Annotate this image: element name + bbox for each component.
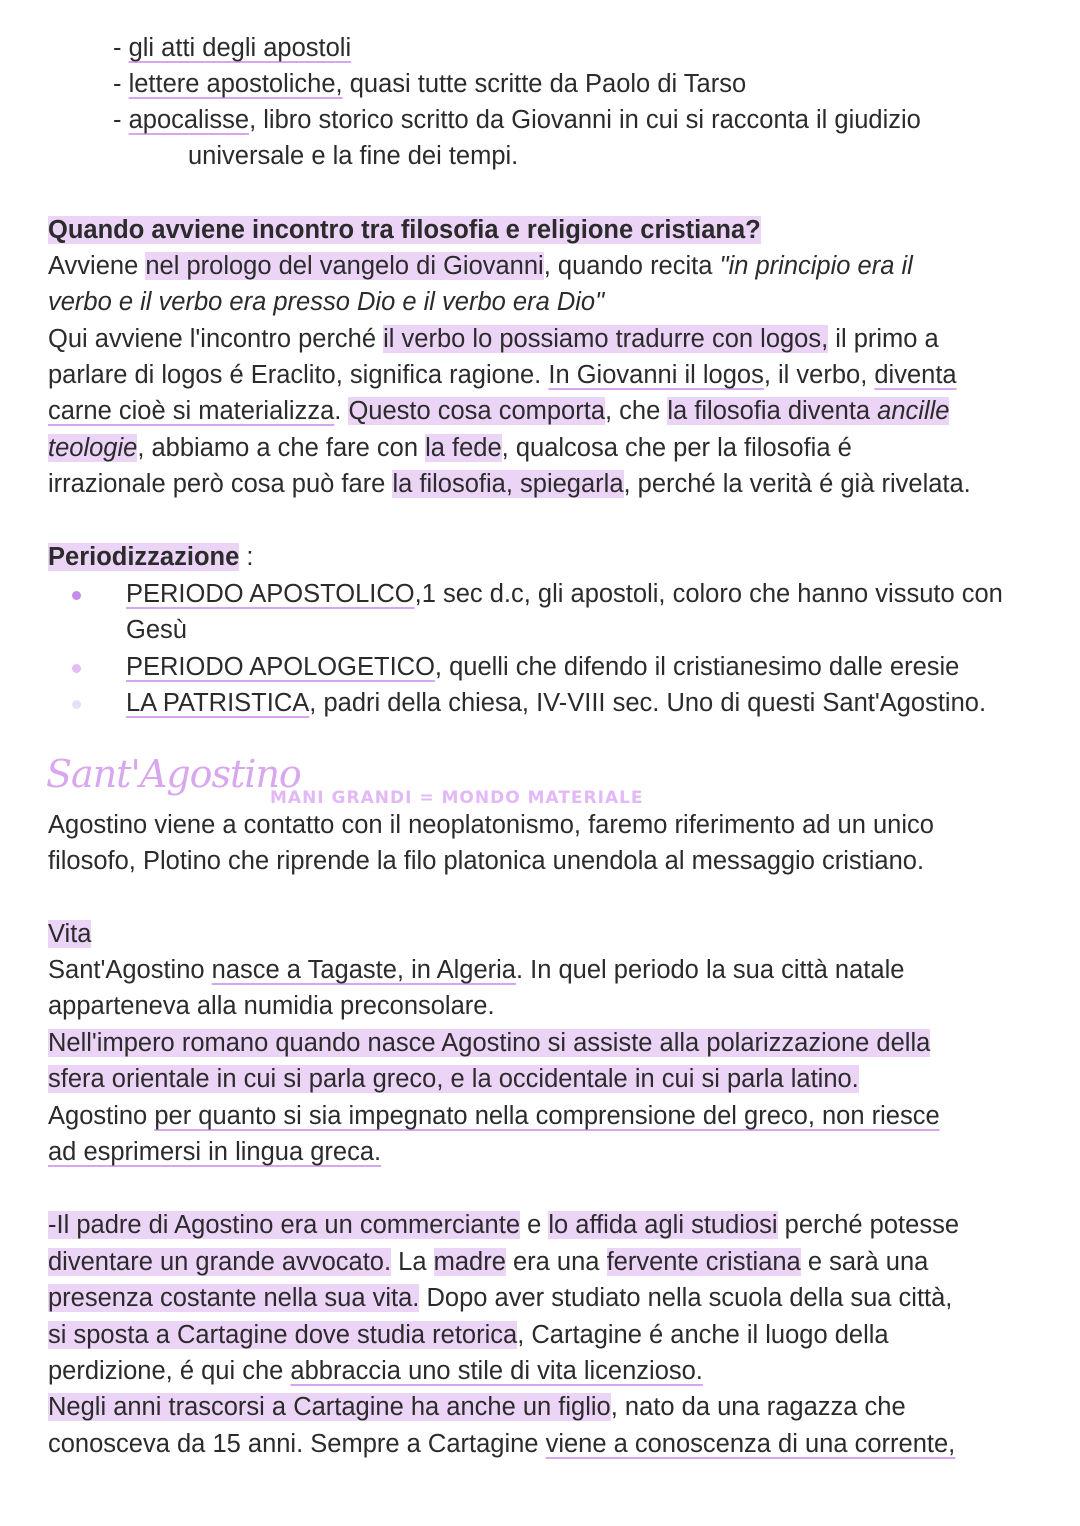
padre-line-1 [48,1207,959,1243]
text: Qui avviene l'incontro perché [48,325,384,353]
underline: ad esprimersi in lingua greca. [48,1138,382,1166]
highlight: Nell'impero romano quando nasce Agostino si assiste alla polarizzazione della [48,1029,931,1057]
list-dash: - [113,106,129,134]
text: , che [605,397,668,425]
text: Avviene [48,252,146,280]
vita-title: Vita [48,920,92,948]
list-term: lettere apostoliche, [128,70,343,98]
list-item-lettere [113,66,746,102]
list-term: apocalisse [128,106,250,134]
list-rest: universale e la fine dei tempi. [188,142,519,170]
padre-line-3 [48,1280,952,1316]
quote: "in principio era il [719,252,913,280]
highlight: fervente cristiana [606,1248,801,1276]
padre-line-2 [48,1244,928,1280]
underline: viene a conoscenza di una corrente, [545,1430,956,1458]
period-term: PERIODO APOSTOLICO [126,580,415,608]
text: , nato da una ragazza che [610,1393,906,1421]
highlight: Negli anni trascorsi a Cartagine ha anche un figlio [48,1393,611,1421]
padre-line-6 [48,1389,906,1425]
period-item-apostolico-cont [126,612,187,648]
incontro-line-1 [48,248,913,284]
text: il primo a [828,325,939,353]
highlight: diventare un grande avvocato. [48,1248,392,1276]
highlight-italic: ancille [877,397,950,425]
text: perdizione, é qui che [48,1357,291,1385]
list-rest: , libro storico scritto da Giovanni in cui si racconta il giudizio [249,106,921,134]
padre-line-5 [48,1353,703,1389]
list-dash: - [113,34,129,62]
period-term: LA PATRISTICA [126,689,310,717]
text: . In quel periodo la sua città natale [515,956,905,984]
period-desc: , quelli che difendo il cristianesimo dalle eresie [434,653,960,681]
periodizzazione-heading [48,539,253,575]
text: Sant'Agostino [48,956,212,984]
incontro-heading [48,212,761,248]
vita-line-3 [48,1025,930,1061]
text: e sarà una [800,1248,929,1276]
padre-line-7 [48,1426,955,1462]
highlight: sfera orientale in cui si parla greco, e la occidentale in cui si parla latino. [48,1065,859,1093]
vita-line-2 [48,988,495,1024]
highlight: la fede [425,434,502,462]
incontro-line-5 [48,393,949,429]
vita-line-1 [48,952,904,988]
highlight: -Il padre di Agostino era un commerciante [48,1211,520,1239]
list-dash: - [113,70,129,98]
incontro-line-3 [48,321,939,357]
text: perché potesse [777,1211,959,1239]
period-desc: , padri della chiesa, IV-VIII sec. Uno di questi Sant'Agostino. [309,689,987,717]
period-term: PERIODO APOLOGETICO [126,653,435,681]
period-desc: Gesù [126,616,187,644]
highlight: presenza costante nella sua vita. [48,1284,420,1312]
periodizzazione-title: Periodizzazione [48,543,240,571]
text: e [520,1211,549,1239]
incontro-line-6 [48,430,852,466]
list-term: gli atti degli apostoli [128,34,352,62]
text: , abbiamo a che fare con [137,434,426,462]
bullet-icon [72,700,81,709]
text: , qualcosa che per la filosofia é [501,434,852,462]
underline: per quanto si sia impegnato nella comprensione del greco, non riesce [154,1102,940,1130]
text: , perché la verità é già rivelata. [623,470,971,498]
highlight: Questo cosa comporta [348,397,605,425]
text: era una [505,1248,607,1276]
highlight: la filosofia diventa [667,397,878,425]
underline: diventa [874,361,957,389]
text: irrazionale però cosa può fare [48,470,393,498]
vita-line-5 [48,1098,940,1134]
underline: In Giovanni il logos [548,361,764,389]
vita-line-4 [48,1061,859,1097]
underline: abbraccia uno stile di vita licenzioso. [290,1357,703,1385]
text: . [334,397,349,425]
colon: : [239,543,254,571]
text: , quando recita [543,252,720,280]
text: Agostino [48,1102,155,1130]
text: La [391,1248,434,1276]
incontro-line-4 [48,357,957,393]
agostino-line-2 [48,843,924,879]
vita-line-6 [48,1134,381,1170]
bullet-icon [72,591,81,600]
incontro-line-2 [48,284,604,320]
text: parlare di logos é Eraclito, significa ragione. [48,361,549,389]
highlight: la filosofia, spiegarla [392,470,624,498]
quote: verbo e il verbo era presso Dio e il verbo era Dio" [48,288,605,316]
highlight: lo affida agli studiosi [548,1211,778,1239]
period-item-patristica [126,685,986,721]
bullet-icon [72,664,81,673]
text: , Cartagine é anche il luogo della [517,1321,889,1349]
vita-heading [48,916,91,952]
underline: carne cioè si materializza [48,397,335,425]
text: Agostino viene a contatto con il neoplatonismo, faremo riferimento ad un unico [48,811,934,839]
text: apparteneva alla numidia preconsolare. [48,992,495,1020]
highlight: nel prologo del vangelo di Giovanni [145,252,544,280]
text: conosceva da 15 anni. Sempre a Cartagine [48,1430,546,1458]
text: filosofo, Plotino che riprende la filo platonica unendola al messaggio cristiano. [48,847,925,875]
incontro-line-7 [48,466,971,502]
text: Dopo aver studiato nella scuola della sua città, [419,1284,953,1312]
period-desc: ,1 sec d.c, gli apostoli, coloro che hanno vissuto con [414,580,1003,608]
agostino-line-1 [48,807,934,843]
padre-line-4 [48,1317,889,1353]
underline: nasce a Tagaste, in Algeria [211,956,516,984]
highlight: si sposta a Cartagine dove studia retorica [48,1321,518,1349]
highlight: madre [433,1248,506,1276]
highlight: il verbo lo possiamo tradurre con logos, [383,325,829,353]
period-item-apostolico [126,576,1003,612]
list-item-apocalisse [113,102,921,138]
text: , il verbo, [763,361,875,389]
highlight-italic: teologie [48,434,138,462]
incontro-heading-text: Quando avviene incontro tra filosofia e religione cristiana? [48,216,761,244]
list-item-atti [113,30,351,66]
handwritten-note: MANI GRANDI = MONDO MATERIALE [270,788,644,808]
list-rest: quasi tutte scritte da Paolo di Tarso [342,70,747,98]
period-item-apologetico [126,649,959,685]
list-item-apocalisse-cont [188,138,518,174]
agostino-title: Sant'Agostino [46,752,301,796]
